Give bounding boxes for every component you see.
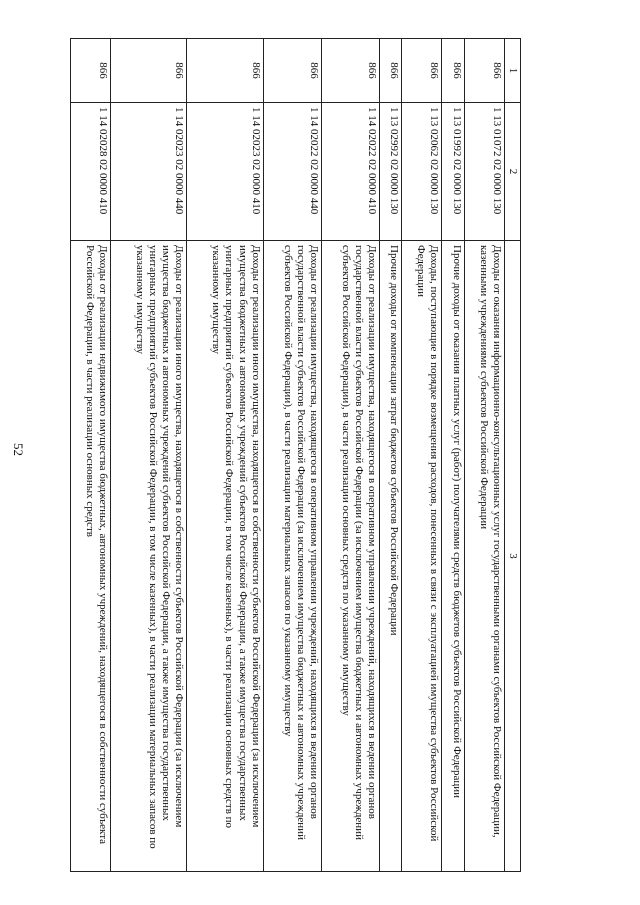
description-cell: Доходы от реализации имущества, находящегося в оперативном управлении учреждений, находящихся в ведении органов государственной власти субъектов Российской Федерации (за исключением имущества бюджетных и автономных учреждений субъектов Российской Федерации), в части реализации материальных запасов по указанному имуществу xyxy=(263,241,321,872)
table-row xyxy=(380,39,402,872)
page-number: 52 xyxy=(11,443,26,456)
description-cell: Доходы, поступающие в порядке возмещения расходов, понесенных в связи с эксплуатацией имущества субъектов Российской Федерации xyxy=(402,241,442,872)
table-row xyxy=(464,39,504,872)
kbk-code-cell: 1 14 02028 02 0000 410 xyxy=(71,103,111,241)
description-cell: Доходы от реализации недвижимого имущества бюджетных, автономных учреждений, находящегося в собственности субъекта Российской Федерации, в части реализации основных средств xyxy=(71,241,111,872)
admin-code-cell: 866 xyxy=(71,39,111,103)
description-cell: Доходы от реализации иного имущества, находящегося в собственности субъектов Российской Федерации (за исключением имущества бюджетных и автономных учреждений субъектов Российской Федерации, а также имущества государственных унитарных предприятий субъектов Российской Федерации, в том числе казенных), в части реализации основных средств по указанному имуществу xyxy=(187,241,263,872)
table-row xyxy=(442,39,464,872)
admin-code-cell: 866 xyxy=(380,39,402,103)
table-row xyxy=(402,39,442,872)
table-row xyxy=(71,39,111,872)
description-cell: Доходы от реализации иного имущества, находящегося в собственности субъектов Российской Федерации (за исключением имущества бюджетных и автономных учреждений субъектов Российской Федерации, а также имущества государственных унитарных предприятий субъектов Российской Федерации, в том числе казенных), в части реализации материальных запасов по указанному имуществу xyxy=(111,241,187,872)
kbk-code-cell: 1 13 02992 02 0000 130 xyxy=(380,103,402,241)
kbk-code-cell: 1 14 02022 02 0000 440 xyxy=(263,103,321,241)
admin-code-cell: 866 xyxy=(321,39,379,103)
header-col-1: 1 xyxy=(504,39,520,103)
admin-code-cell: 866 xyxy=(464,39,504,103)
description-cell: Прочие доходы от компенсации затрат бюджетов субъектов Российской Федерации xyxy=(380,241,402,872)
admin-code-cell: 866 xyxy=(187,39,263,103)
header-row xyxy=(504,39,520,872)
kbk-code-cell: 1 14 02023 02 0000 410 xyxy=(187,103,263,241)
kbk-code-cell: 1 13 01072 02 0000 130 xyxy=(464,103,504,241)
description-cell: Прочие доходы от оказания платных услуг (работ) получателями средств бюджетов субъектов Российской Федерации xyxy=(442,241,464,872)
header-col-3: 3 xyxy=(504,241,520,872)
admin-code-cell: 866 xyxy=(402,39,442,103)
table-row xyxy=(187,39,263,872)
kbk-code-cell: 1 14 02023 02 0000 440 xyxy=(111,103,187,241)
kbk-code-cell: 1 14 02022 02 0000 410 xyxy=(321,103,379,241)
admin-code-cell: 866 xyxy=(442,39,464,103)
table-row xyxy=(263,39,321,872)
table-row xyxy=(321,39,379,872)
admin-code-cell: 866 xyxy=(263,39,321,103)
description-cell: Доходы от оказания информационно-консультационных услуг государственными органами субъектов Российской Федерации, казенными учреждениями субъектов Российской Федерации xyxy=(464,241,504,872)
table-row xyxy=(111,39,187,872)
revenue-codes-table xyxy=(70,38,521,872)
kbk-code-cell: 1 13 02062 02 0000 130 xyxy=(402,103,442,241)
header-col-2: 2 xyxy=(504,103,520,241)
description-cell: Доходы от реализации имущества, находящегося в оперативном управлении учреждений, находящихся в ведении органов государственной власти субъектов Российской Федерации (за исключением имущества бюджетных и автономных учреждений субъектов Российской Федерации), в части реализации основных средств по указанному имуществу xyxy=(321,241,379,872)
kbk-code-cell: 1 13 01992 02 0000 130 xyxy=(442,103,464,241)
rotated-page-content xyxy=(70,38,521,871)
admin-code-cell: 866 xyxy=(111,39,187,103)
